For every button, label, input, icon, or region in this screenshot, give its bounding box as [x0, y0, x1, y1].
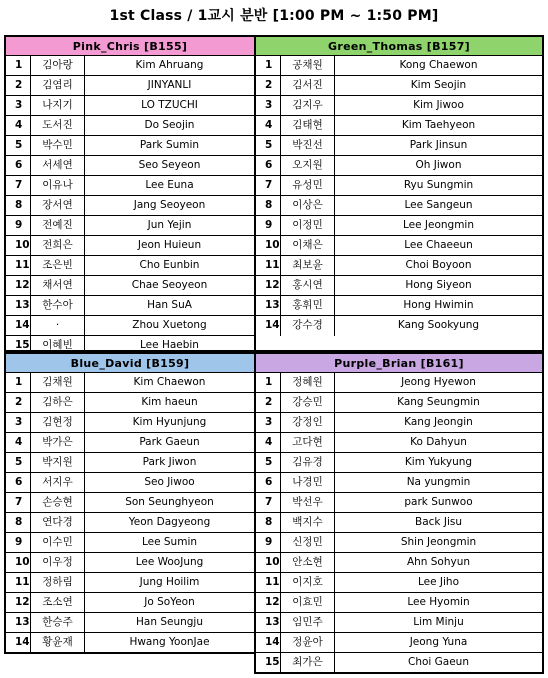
row-number: 2 — [6, 76, 31, 95]
table-row — [6, 393, 254, 413]
korean-name: 이상은 — [281, 196, 335, 215]
english-name: Jun Yejin — [147, 219, 192, 231]
panel-header: Pink_Chris [B155] — [6, 37, 254, 56]
korean-name: 안소현 — [281, 553, 335, 572]
english-name: park Sunwoo — [404, 496, 473, 508]
row-number: 10 — [6, 553, 31, 572]
korean-name: 박진선 — [281, 136, 335, 155]
class-panel-blue — [4, 352, 256, 654]
table-row — [256, 633, 542, 653]
row-number: 8 — [6, 196, 31, 215]
korean-name: 백지수 — [281, 513, 335, 532]
table-row — [6, 533, 254, 553]
korean-name: 강정인 — [281, 413, 335, 432]
row-number: 3 — [6, 96, 31, 115]
korean-name: 이채은 — [281, 236, 335, 255]
korean-name: 손승현 — [31, 493, 85, 512]
table-row — [6, 553, 254, 573]
row-number: 1 — [256, 373, 281, 392]
row-number: 3 — [6, 413, 31, 432]
english-name: Lee Hyomin — [407, 596, 470, 608]
korean-name: 조은빈 — [31, 256, 85, 275]
table-row — [6, 493, 254, 513]
row-number: 7 — [256, 176, 281, 195]
english-name: Kim Seojin — [410, 79, 467, 91]
korean-name: 김현정 — [31, 413, 85, 432]
english-name: Jeong Hyewon — [401, 376, 476, 388]
row-number: 9 — [6, 216, 31, 235]
english-name: Kim Chaewon — [133, 376, 206, 388]
row-number: 13 — [6, 296, 31, 315]
table-row — [6, 296, 254, 316]
table-row — [256, 56, 542, 76]
table-row — [256, 533, 542, 553]
row-number: 7 — [256, 493, 281, 512]
table-row — [256, 296, 542, 316]
english-name: JINYANLI — [147, 79, 192, 91]
row-number: 15 — [6, 336, 31, 356]
table-row — [6, 116, 254, 136]
korean-name: 도서진 — [31, 116, 85, 135]
english-name: Ryu Sungmin — [403, 179, 474, 191]
table-row — [256, 256, 542, 276]
english-name: Kong Chaewon — [399, 59, 478, 71]
row-number: 13 — [6, 613, 31, 632]
row-number: 1 — [6, 373, 31, 392]
korean-name: 김지우 — [281, 96, 335, 115]
korean-name: 오지원 — [281, 156, 335, 175]
row-number: 9 — [6, 533, 31, 552]
table-row — [6, 216, 254, 236]
english-name: Kang Jeongin — [404, 416, 473, 428]
english-name: Son Seunghyeon — [125, 496, 214, 508]
korean-name: · — [31, 316, 85, 335]
row-number: 9 — [256, 216, 281, 235]
korean-name: 강수경 — [281, 316, 335, 336]
row-number: 12 — [6, 276, 31, 295]
korean-name: 채서연 — [31, 276, 85, 295]
table-row — [6, 176, 254, 196]
table-row — [6, 136, 254, 156]
panel-header: Green_Thomas [B157] — [256, 37, 542, 56]
english-name: Ko Dahyun — [410, 436, 467, 448]
row-number: 5 — [256, 136, 281, 155]
table-row — [256, 513, 542, 533]
page-title: 1st Class / 1교시 분반 [1:00 PM ~ 1:50 PM] — [109, 8, 439, 24]
row-number: 14 — [6, 633, 31, 653]
row-number: 14 — [256, 633, 281, 652]
korean-name: 정혜원 — [281, 373, 335, 392]
korean-name: 서세연 — [31, 156, 85, 175]
korean-name: 홍휘민 — [281, 296, 335, 315]
table-row — [6, 316, 254, 336]
class-panel-pink — [4, 35, 256, 352]
korean-name: 조소연 — [31, 593, 85, 612]
table-row — [6, 76, 254, 96]
table-row — [256, 276, 542, 296]
row-number: 12 — [256, 593, 281, 612]
korean-name: 박지원 — [31, 453, 85, 472]
korean-name: 이효민 — [281, 593, 335, 612]
english-name: Do Seojin — [144, 119, 195, 131]
row-number: 6 — [256, 156, 281, 175]
row-number: 13 — [256, 613, 281, 632]
korean-name: 전희은 — [31, 236, 85, 255]
row-number: 14 — [256, 316, 281, 336]
row-number: 11 — [6, 573, 31, 592]
english-name: Zhou Xuetong — [132, 319, 207, 331]
table-row — [6, 236, 254, 256]
korean-name: 이혜빈 — [31, 336, 85, 356]
english-name: Han Seungju — [136, 616, 203, 628]
table-row — [256, 433, 542, 453]
table-row — [256, 593, 542, 613]
row-number: 4 — [6, 433, 31, 452]
english-name: Jang Seoyeon — [133, 199, 206, 211]
row-number: 5 — [6, 453, 31, 472]
english-name: Oh Jiwon — [415, 159, 462, 171]
table-row — [256, 573, 542, 593]
english-name: Kim Jiwoo — [413, 99, 464, 111]
english-name: Na yungmin — [406, 476, 471, 488]
korean-name: 서지우 — [31, 473, 85, 492]
english-name: Choi Boyoon — [405, 259, 472, 271]
english-name: Han SuA — [147, 299, 192, 311]
table-row — [6, 256, 254, 276]
table-row — [6, 433, 254, 453]
table-row — [256, 393, 542, 413]
korean-name: 박가은 — [31, 433, 85, 452]
row-number: 8 — [256, 513, 281, 532]
row-number: 5 — [6, 136, 31, 155]
korean-name: 홍시연 — [281, 276, 335, 295]
english-name: Jeon Huieun — [137, 239, 202, 251]
korean-name: 김하은 — [31, 393, 85, 412]
english-name: Jo SoYeon — [144, 596, 195, 608]
table-row — [256, 413, 542, 433]
english-name: Lee WooJung — [135, 556, 204, 568]
row-number: 10 — [256, 236, 281, 255]
english-name: Lim Minju — [413, 616, 464, 628]
korean-name: 이지호 — [281, 573, 335, 592]
table-row — [6, 453, 254, 473]
row-number: 13 — [256, 296, 281, 315]
korean-name: 이정민 — [281, 216, 335, 235]
korean-name: 황윤재 — [31, 633, 85, 653]
table-row — [6, 373, 254, 393]
table-row — [256, 613, 542, 633]
row-number: 4 — [256, 433, 281, 452]
english-name: Hwang YoonJae — [129, 636, 210, 648]
english-name: Lee Sumin — [141, 536, 198, 548]
korean-name: 나지기 — [31, 96, 85, 115]
english-name: Lee Jeongmin — [402, 219, 475, 231]
table-row — [256, 236, 542, 256]
row-number: 4 — [256, 116, 281, 135]
row-number: 8 — [6, 513, 31, 532]
korean-name: 전예진 — [31, 216, 85, 235]
english-name: Lee Euna — [145, 179, 194, 191]
english-name: Park Jiwon — [142, 456, 197, 468]
english-name: Kim haeun — [141, 396, 198, 408]
korean-name: 김유경 — [281, 453, 335, 472]
english-name: Park Jinsun — [409, 139, 468, 151]
korean-name: 이우정 — [31, 553, 85, 572]
table-row — [256, 196, 542, 216]
row-number: 2 — [6, 393, 31, 412]
korean-name: 공채원 — [281, 56, 335, 75]
table-row — [256, 216, 542, 236]
korean-name: 신정민 — [281, 533, 335, 552]
korean-name: 이수민 — [31, 533, 85, 552]
class-panel-green — [254, 35, 544, 352]
table-row — [256, 653, 542, 673]
english-name: Kim Yukyung — [404, 456, 473, 468]
korean-name: 한승주 — [31, 613, 85, 632]
english-name: Jeong Yuna — [409, 636, 468, 648]
table-row — [6, 613, 254, 633]
korean-name: 임민주 — [281, 613, 335, 632]
korean-name: 최가은 — [281, 653, 335, 673]
table-row — [256, 96, 542, 116]
row-number: 15 — [256, 653, 281, 673]
korean-name: 박선우 — [281, 493, 335, 512]
row-number: 2 — [256, 393, 281, 412]
panel-header: Purple_Brian [B161] — [256, 354, 542, 373]
english-name: Lee Sangeun — [404, 199, 473, 211]
row-number: 7 — [6, 176, 31, 195]
table-row — [6, 633, 254, 653]
table-row — [256, 136, 542, 156]
english-name: Lee Chaeeun — [404, 239, 473, 251]
table-row — [256, 493, 542, 513]
korean-name: 김태현 — [281, 116, 335, 135]
row-number: 10 — [256, 553, 281, 572]
korean-name: 강승민 — [281, 393, 335, 412]
row-number: 1 — [256, 56, 281, 75]
english-name: Seo Jiwoo — [144, 476, 195, 488]
english-name: Hong Hwimin — [403, 299, 474, 311]
korean-name: 유성민 — [281, 176, 335, 195]
english-name: Park Sumin — [139, 139, 200, 151]
english-name: Choi Gaeun — [407, 656, 469, 668]
english-name: Seo Seyeon — [138, 159, 201, 171]
english-name: Kang Sookyung — [397, 319, 480, 331]
row-number: 5 — [256, 453, 281, 472]
english-name: Kim Taehyeon — [401, 119, 476, 131]
row-number: 7 — [6, 493, 31, 512]
korean-name: 연다경 — [31, 513, 85, 532]
english-name: Jung Hoilim — [139, 576, 200, 588]
table-row — [256, 176, 542, 196]
table-row — [256, 316, 542, 336]
row-number: 4 — [6, 116, 31, 135]
korean-name: 나경민 — [281, 473, 335, 492]
english-name: LO TZUCHI — [141, 99, 198, 111]
table-row — [256, 453, 542, 473]
table-row — [6, 196, 254, 216]
korean-name: 김염리 — [31, 76, 85, 95]
table-row — [256, 76, 542, 96]
row-number: 6 — [6, 473, 31, 492]
table-row — [256, 156, 542, 176]
korean-name: 정윤아 — [281, 633, 335, 652]
korean-name: 김채원 — [31, 373, 85, 392]
row-number: 6 — [6, 156, 31, 175]
row-number: 3 — [256, 96, 281, 115]
row-number: 12 — [256, 276, 281, 295]
table-row — [6, 473, 254, 493]
table-row — [6, 573, 254, 593]
table-row — [6, 56, 254, 76]
row-number: 14 — [6, 316, 31, 335]
row-number: 11 — [256, 256, 281, 275]
english-name: Chae Seoyeon — [131, 279, 208, 291]
korean-name: 김서진 — [281, 76, 335, 95]
korean-name: 고다현 — [281, 433, 335, 452]
row-number: 8 — [256, 196, 281, 215]
english-name: Cho Eunbin — [139, 259, 200, 271]
korean-name: 박수민 — [31, 136, 85, 155]
table-row — [6, 413, 254, 433]
table-row — [256, 116, 542, 136]
table-row — [256, 553, 542, 573]
table-row — [6, 593, 254, 613]
english-name: Hong Siyeon — [405, 279, 472, 291]
row-number: 6 — [256, 473, 281, 492]
table-row — [6, 513, 254, 533]
korean-name: 장서연 — [31, 196, 85, 215]
row-number: 9 — [256, 533, 281, 552]
korean-name: 한수아 — [31, 296, 85, 315]
english-name: Kang Seungmin — [397, 396, 480, 408]
row-number: 12 — [6, 593, 31, 612]
english-name: Ahn Sohyun — [406, 556, 471, 568]
korean-name: 정하림 — [31, 573, 85, 592]
row-number: 1 — [6, 56, 31, 75]
english-name: Kim Hyunjung — [132, 416, 207, 428]
korean-name: 이유나 — [31, 176, 85, 195]
row-number: 3 — [256, 413, 281, 432]
row-number: 10 — [6, 236, 31, 255]
korean-name: 김아랑 — [31, 56, 85, 75]
table-row — [6, 96, 254, 116]
row-number: 11 — [256, 573, 281, 592]
row-number: 11 — [6, 256, 31, 275]
class-panel-purple — [254, 352, 544, 674]
english-name: Kim Ahruang — [135, 59, 204, 71]
english-name: Yeon Dagyeong — [128, 516, 211, 528]
english-name: Shin Jeongmin — [400, 536, 477, 548]
table-row — [256, 373, 542, 393]
english-name: Back Jisu — [415, 516, 462, 528]
panel-header: Blue_David [B159] — [6, 354, 254, 373]
korean-name: 최보윤 — [281, 256, 335, 275]
table-row — [256, 473, 542, 493]
english-name: Park Gaeun — [139, 436, 200, 448]
english-name: Lee Jiho — [417, 576, 459, 588]
english-name: Lee Haebin — [140, 339, 199, 351]
table-row — [6, 276, 254, 296]
row-number: 2 — [256, 76, 281, 95]
table-row — [6, 156, 254, 176]
